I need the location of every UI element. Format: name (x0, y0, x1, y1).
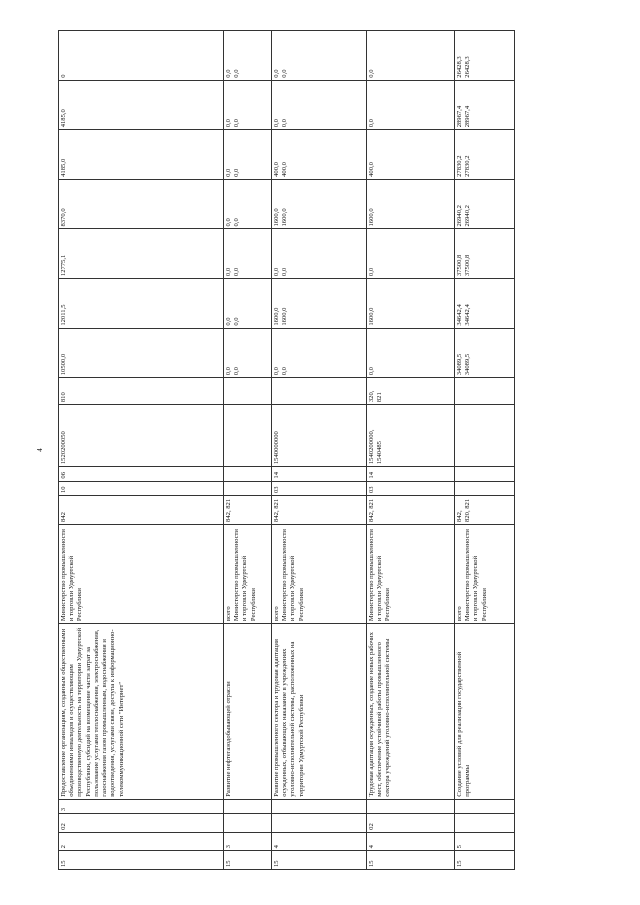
code-cell: 15 (59, 851, 224, 870)
value-cell (59, 179, 224, 229)
value-line: 4185,0 (60, 158, 67, 177)
code-cell: 15 (224, 851, 272, 870)
value-line: 27830,2 (456, 155, 463, 177)
value-line: 0,0 (225, 317, 232, 326)
table-row (272, 31, 367, 870)
responsible-line: Министерство промышленности и торговли Удмуртской Республики (60, 529, 84, 622)
grbs-cell: 842, 821 (272, 496, 367, 525)
value-cell (367, 31, 455, 81)
value-line: 0,0 (281, 69, 289, 78)
responsible-cell (59, 524, 224, 623)
code-cell: 15 (455, 851, 515, 870)
pr-cell: 14 (367, 467, 455, 481)
value-line: 0,0 (225, 119, 232, 128)
value-line: 12775,1 (60, 254, 67, 277)
pr-cell (455, 467, 515, 481)
value-line: 0,0 (233, 218, 241, 227)
value-cell (367, 80, 455, 130)
value-line: 0,0 (281, 367, 289, 376)
grbs-cell: 842, 821 (367, 496, 455, 525)
rotated-table-container (58, 30, 548, 870)
value-line: 1600,0 (281, 208, 289, 227)
responsible-cell (224, 524, 272, 623)
value-line: 0,0 (273, 367, 280, 376)
value-line: 26428,3 (456, 56, 463, 78)
value-cell (455, 80, 515, 130)
code-cell (272, 814, 367, 833)
responsible-line: всего (456, 606, 463, 622)
vr-cell (272, 378, 367, 405)
value-line: 400,0 (281, 162, 289, 177)
code-cell: 02 (367, 814, 455, 833)
value-cell (224, 130, 272, 180)
value-line: 26940,2 (464, 205, 472, 227)
value-cell (272, 130, 367, 180)
value-line: 0,0 (273, 267, 280, 277)
value-line: 34089,5 (456, 353, 463, 376)
value-line: 0,0 (233, 367, 241, 376)
responsible-cell (367, 524, 455, 623)
table-row (367, 31, 455, 870)
code-cell: 3 (224, 832, 272, 851)
value-line: 37500,8 (456, 254, 463, 277)
value-cell (272, 179, 367, 229)
value-line: 0,0 (233, 168, 241, 177)
value-line: 0,0 (225, 218, 232, 227)
responsible-line: Министерство промышленности и торговли Удмуртской Республики (233, 529, 257, 622)
value-line: 0,0 (225, 168, 232, 177)
value-cell (455, 229, 515, 279)
csr-cell: 1520200050 (59, 405, 224, 467)
value-line: 28967,4 (464, 105, 472, 128)
value-line: 1600,0 (273, 307, 280, 326)
code-cell (455, 799, 515, 813)
csr-cell: 1540000000 (272, 405, 367, 467)
value-cell (224, 80, 272, 130)
page-number: 4 (35, 448, 44, 452)
value-line: 34642,4 (464, 304, 472, 326)
value-line: 0,0 (273, 69, 280, 78)
responsible-line: Министерство промышленности и торговли Удмуртской Республики (464, 529, 488, 622)
value-cell (455, 179, 515, 229)
value-cell (59, 31, 224, 81)
value-line: 34642,4 (456, 304, 463, 326)
responsible-line: Министерство промышленности и торговли Удмуртской Республики (368, 529, 392, 622)
code-cell: 3 (59, 799, 224, 813)
value-line: 0,0 (225, 267, 232, 277)
code-cell (367, 799, 455, 813)
activity-name-cell: Развитие нефтегазодобывающей отрасли (224, 624, 272, 800)
value-cell (59, 80, 224, 130)
responsible-cell (455, 524, 515, 623)
value-line: 0,0 (281, 119, 289, 128)
responsible-line: всего (225, 606, 232, 622)
activity-name-cell: Развитие промышленного сектора и трудовая адаптация осужденных, отбывающих наказание в учреждениях уголовно-исполнительной системы, расположенных на территории Удмуртской Республики (272, 624, 367, 800)
code-cell (272, 799, 367, 813)
code-cell (455, 814, 515, 833)
code-cell: 4 (367, 832, 455, 851)
budget-table (58, 30, 515, 870)
responsible-line: Министерство промышленности и торговли Удмуртской Республики (281, 529, 305, 622)
value-line: 28967,4 (456, 105, 463, 128)
value-line: 26940,2 (456, 205, 463, 227)
value-line: 0,0 (233, 267, 241, 277)
activity-name-cell: Трудовая адаптация осужденных, создание новых рабочих мест, обеспечение устойчивой работы промышленного сектора учреждений уголовно-исполнительной системы (367, 624, 455, 800)
pr-cell (224, 467, 272, 481)
value-cell (367, 328, 455, 378)
value-line: 12011,5 (60, 304, 67, 326)
rz-cell (224, 481, 272, 495)
value-line: 0,0 (225, 69, 232, 78)
csr-cell (455, 405, 515, 467)
value-line: 400,0 (368, 162, 375, 177)
value-cell (455, 328, 515, 378)
value-cell (272, 31, 367, 81)
value-line: 34089,5 (464, 353, 472, 376)
value-line: 0,0 (368, 119, 375, 128)
pr-cell: 06 (59, 467, 224, 481)
value-line: 0,0 (368, 367, 375, 376)
value-line: 0,0 (233, 119, 241, 128)
value-cell (272, 229, 367, 279)
value-line: 1600,0 (368, 208, 375, 227)
value-line: 10500,0 (60, 353, 67, 376)
csr-cell: 1540200000, 1540485 (367, 405, 455, 467)
value-line: 0,0 (281, 267, 289, 277)
value-cell (224, 179, 272, 229)
grbs-cell: 842, 820, 821 (455, 496, 515, 525)
value-line: 0,0 (368, 267, 375, 277)
value-cell (455, 31, 515, 81)
value-line: 1600,0 (368, 307, 375, 326)
activity-name-cell: Предоставление организациям, созданным общественными объединениями инвалидов и осуществляющим производственную деятельность на территории Удмуртской Республики, субсидий на возмещение части затрат за пользование услугами теплоснабжения, электроснабжения, газоснабжения газом промышленным, водоснабжения и водоотведения, услугами связи, доступа к информационно-телекоммуникационной сети "Интернет" (59, 624, 224, 800)
vr-cell: 810 (59, 378, 224, 405)
value-line: 0,0 (225, 367, 232, 376)
value-line: 0,0 (233, 69, 241, 78)
value-line: 27830,2 (464, 155, 472, 177)
value-cell (455, 279, 515, 329)
value-line: 8370,0 (60, 208, 67, 227)
code-cell: 02 (59, 814, 224, 833)
value-line: 26428,3 (464, 56, 472, 78)
table-row (455, 31, 515, 870)
value-line: 1600,0 (273, 208, 280, 227)
responsible-cell (272, 524, 367, 623)
value-cell (224, 279, 272, 329)
value-cell (224, 31, 272, 81)
value-line: 37500,8 (464, 254, 472, 277)
responsible-line: всего (273, 606, 280, 622)
code-cell (224, 814, 272, 833)
code-cell: 15 (367, 851, 455, 870)
value-cell (224, 229, 272, 279)
value-cell (367, 229, 455, 279)
rz-cell: 03 (272, 481, 367, 495)
pr-cell: 14 (272, 467, 367, 481)
value-cell (272, 80, 367, 130)
csr-cell (224, 405, 272, 467)
value-cell (59, 328, 224, 378)
value-line: 1600,0 (281, 307, 289, 326)
value-cell (59, 229, 224, 279)
value-line: 0,0 (233, 317, 241, 326)
activity-name-cell: Создание условий для реализации государственной программы (455, 624, 515, 800)
code-cell: 5 (455, 832, 515, 851)
value-cell (455, 130, 515, 180)
value-cell (367, 179, 455, 229)
value-line: 4185,0 (60, 109, 67, 128)
code-cell: 4 (272, 832, 367, 851)
grbs-cell: 842 (59, 496, 224, 525)
value-line: 0,0 (368, 69, 375, 78)
value-cell (367, 279, 455, 329)
rz-cell: 03 (367, 481, 455, 495)
value-cell (272, 328, 367, 378)
rz-cell (455, 481, 515, 495)
value-line: 400,0 (273, 162, 280, 177)
grbs-cell: 842, 821 (224, 496, 272, 525)
code-cell: 2 (59, 832, 224, 851)
code-cell (224, 799, 272, 813)
value-cell (367, 130, 455, 180)
vr-cell (224, 378, 272, 405)
table-row (224, 31, 272, 870)
value-cell (59, 130, 224, 180)
vr-cell: 320, 821 (367, 378, 455, 405)
value-cell (272, 279, 367, 329)
value-cell (59, 279, 224, 329)
value-line: 0,0 (273, 119, 280, 128)
code-cell: 15 (272, 851, 367, 870)
rz-cell: 10 (59, 481, 224, 495)
value-cell (224, 328, 272, 378)
vr-cell (455, 378, 515, 405)
table-row (59, 31, 224, 870)
value-line: 0 (60, 74, 67, 78)
